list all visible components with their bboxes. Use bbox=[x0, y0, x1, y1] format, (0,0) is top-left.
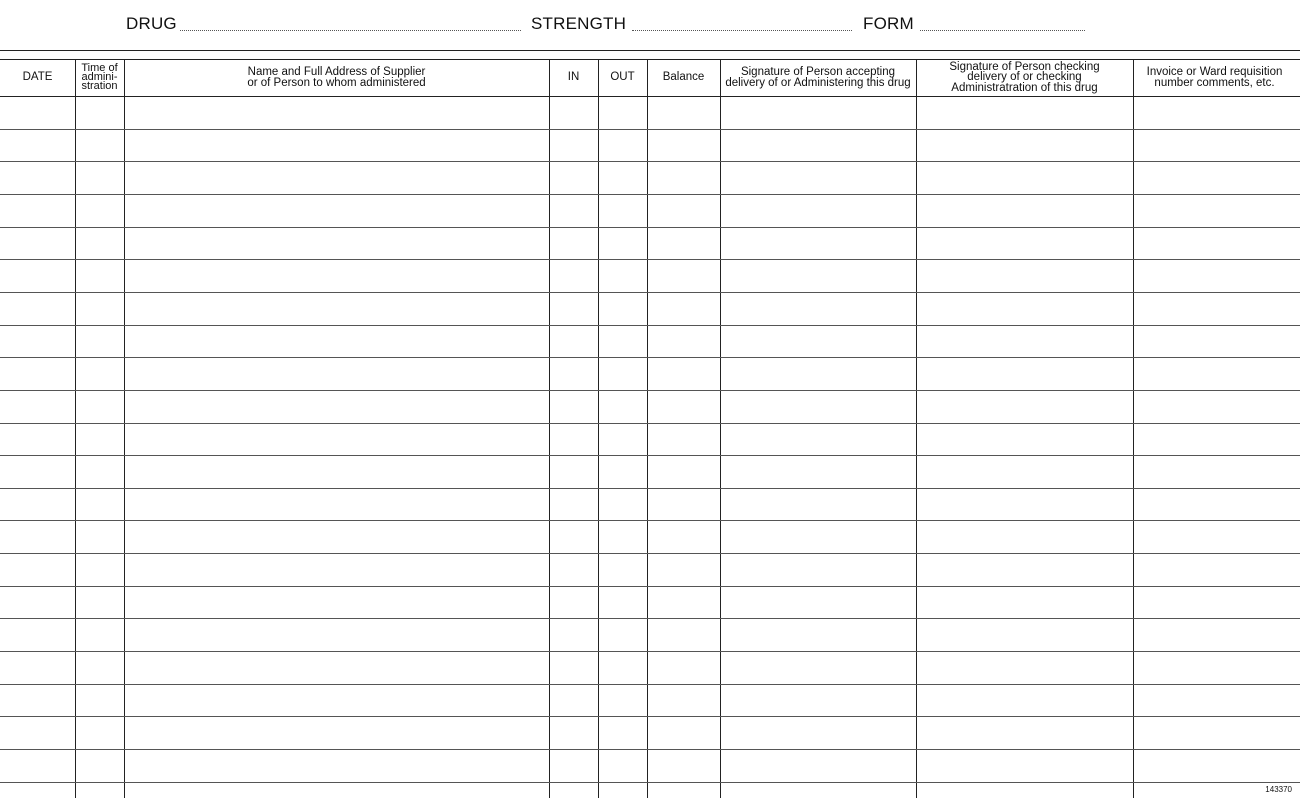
table-row-rule bbox=[0, 749, 1300, 750]
drug-register-table bbox=[0, 59, 1300, 798]
column-header-balance: Balance bbox=[662, 71, 705, 84]
table-row-rule bbox=[0, 488, 1300, 489]
table-row-rule bbox=[0, 520, 1300, 521]
table-row-rule bbox=[0, 259, 1300, 260]
table-row-rule bbox=[0, 684, 1300, 685]
form-reference-number: 143370 bbox=[1265, 785, 1292, 794]
column-divider bbox=[1133, 59, 1134, 798]
table-row-rule bbox=[0, 227, 1300, 228]
table-row-rule bbox=[0, 390, 1300, 391]
drug-field[interactable] bbox=[180, 30, 521, 31]
column-header-signature-checking: Signature of Person checking delivery of or checking Administratration of this drug bbox=[949, 60, 1100, 94]
table-row-rule bbox=[0, 553, 1300, 554]
table-row-rule bbox=[0, 194, 1300, 195]
column-divider bbox=[75, 59, 76, 798]
column-header-invoice: Invoice or Ward requisition number comments, etc. bbox=[1146, 66, 1283, 89]
strength-field[interactable] bbox=[632, 30, 852, 31]
table-row-rule bbox=[0, 357, 1300, 358]
table-row-rule bbox=[0, 129, 1300, 130]
drug-label: DRUG bbox=[126, 14, 177, 33]
column-divider bbox=[549, 59, 550, 798]
form-label: FORM bbox=[863, 14, 914, 33]
strength-label: STRENGTH bbox=[531, 14, 627, 33]
table-row-rule bbox=[0, 782, 1300, 783]
column-header-in: IN bbox=[567, 71, 580, 84]
column-divider bbox=[916, 59, 917, 798]
column-header-time: Time of admini- stration bbox=[81, 62, 118, 92]
table-row-rule bbox=[0, 618, 1300, 619]
table-row-rule bbox=[0, 292, 1300, 293]
column-divider bbox=[647, 59, 648, 798]
column-header-signature-accepting: Signature of Person accepting delivery of or Administering this drug bbox=[725, 66, 911, 89]
header-divider bbox=[0, 50, 1300, 51]
table-row-rule bbox=[0, 651, 1300, 652]
column-divider bbox=[720, 59, 721, 798]
table-row-rule bbox=[0, 586, 1300, 587]
table-row-rule bbox=[0, 423, 1300, 424]
table-row-rule bbox=[0, 161, 1300, 162]
table-row-rule bbox=[0, 716, 1300, 717]
column-divider bbox=[598, 59, 599, 798]
column-header-name-address: Name and Full Address of Supplier or of Person to whom administered bbox=[247, 66, 426, 89]
table-header-border bbox=[0, 96, 1300, 97]
column-divider bbox=[124, 59, 125, 798]
table-row-rule bbox=[0, 455, 1300, 456]
table-row-rule bbox=[0, 325, 1300, 326]
form-field[interactable] bbox=[920, 30, 1085, 31]
column-header-date: DATE bbox=[22, 71, 53, 84]
column-header-out: OUT bbox=[610, 71, 635, 84]
